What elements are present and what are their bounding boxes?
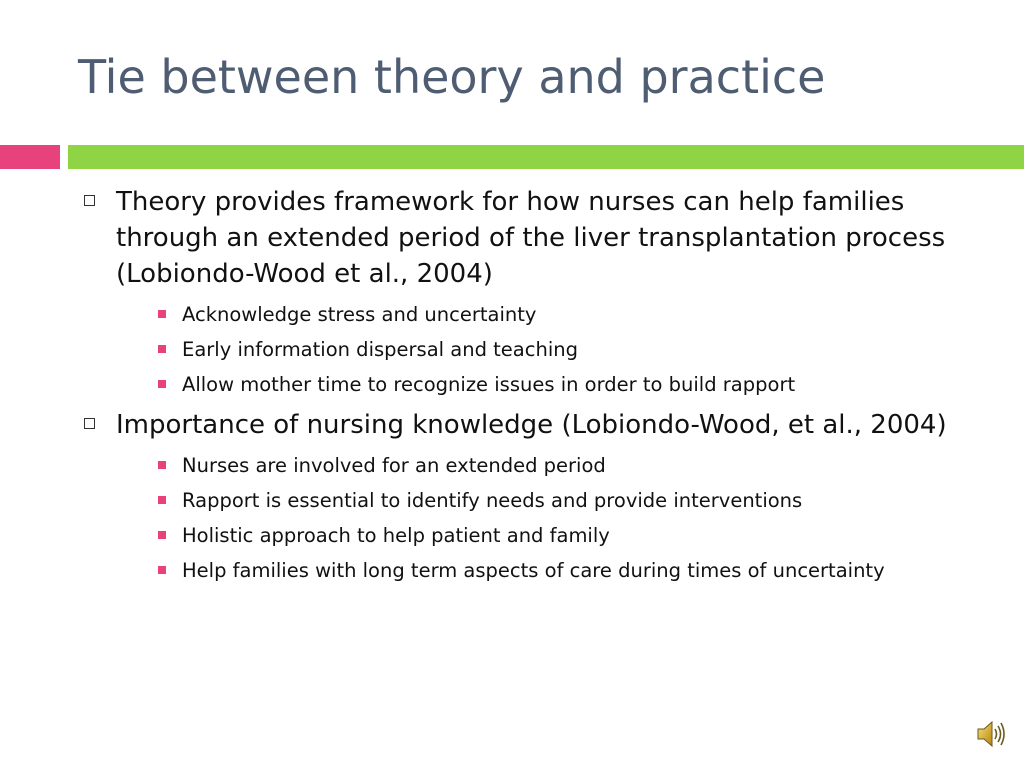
- sub-bullet-text: Help families with long term aspects of care during times of uncertainty: [182, 559, 885, 582]
- bullet-level1: [82, 407, 962, 443]
- hollow-square-bullet-icon: [84, 418, 95, 429]
- bullet-level2: [82, 521, 962, 550]
- sub-bullet-text: Early information dispersal and teaching: [182, 338, 578, 361]
- bullet-level2: [82, 486, 962, 515]
- filled-square-bullet-icon: [158, 461, 166, 469]
- slide-content: [82, 184, 962, 593]
- sub-bullet-text: Acknowledge stress and uncertainty: [182, 303, 537, 326]
- filled-square-bullet-icon: [158, 531, 166, 539]
- slide-title: Tie between theory and practice: [78, 50, 826, 104]
- sub-bullet-text: Allow mother time to recognize issues in order to build rapport: [182, 373, 796, 396]
- bullet-level2: [82, 451, 962, 480]
- bullet-text: Theory provides framework for how nurses can help families through an extended period of the liver transplantation process (Lobiondo-Wood et al., 2004): [116, 187, 946, 289]
- speaker-icon[interactable]: [975, 716, 1007, 752]
- bullet-level2: [82, 556, 962, 585]
- sub-bullet-text: Nurses are involved for an extended period: [182, 454, 606, 477]
- filled-square-bullet-icon: [158, 496, 166, 504]
- speaker-icon-graphic: [975, 716, 1007, 752]
- sub-bullet-text: Rapport is essential to identify needs and provide interventions: [182, 489, 803, 512]
- filled-square-bullet-icon: [158, 345, 166, 353]
- bullet-text: Importance of nursing knowledge (Lobiondo-Wood, et al., 2004): [116, 410, 947, 440]
- sub-bullet-text: Holistic approach to help patient and family: [182, 524, 610, 547]
- bullet-level1: [82, 184, 962, 292]
- bullet-level2: [82, 335, 962, 364]
- accent-bar-pink: [0, 145, 60, 169]
- bullet-level2: [82, 300, 962, 329]
- filled-square-bullet-icon: [158, 566, 166, 574]
- bullet-level2: [82, 370, 962, 399]
- filled-square-bullet-icon: [158, 310, 166, 318]
- accent-bar-green: [68, 145, 1024, 169]
- filled-square-bullet-icon: [158, 380, 166, 388]
- hollow-square-bullet-icon: [84, 195, 95, 206]
